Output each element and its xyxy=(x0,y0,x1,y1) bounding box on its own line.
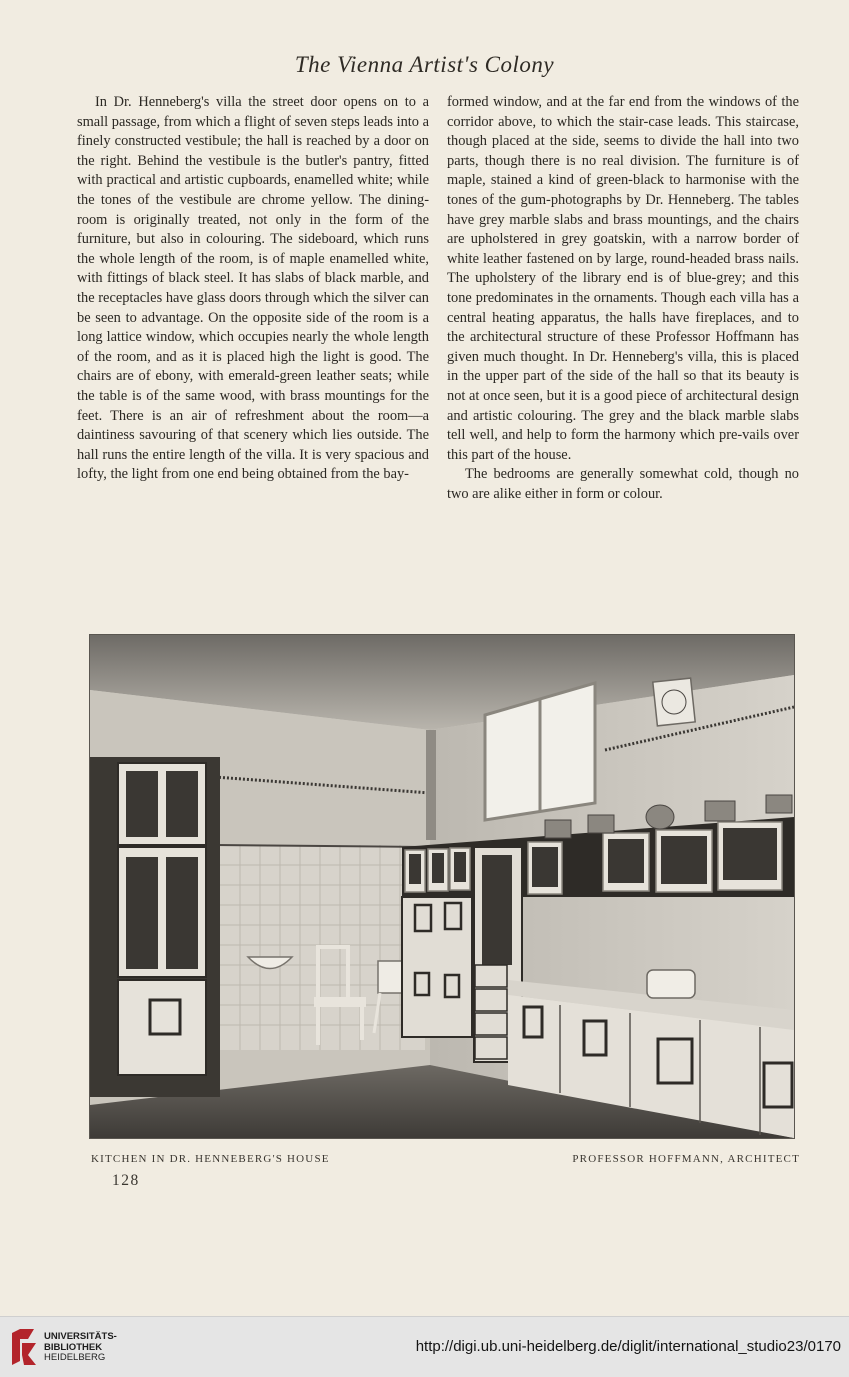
figure-credit: PROFESSOR HOFFMANN, ARCHITECT xyxy=(572,1153,800,1165)
source-url-link[interactable]: http://digi.ub.uni-heidelberg.de/diglit/international_studio23/0170 xyxy=(415,1338,841,1355)
library-logo-icon xyxy=(8,1325,40,1369)
paragraph: In Dr. Henneberg's villa the street door opens on to a small passage, from which a flight of seven steps leads into a finely constructed vestibule; the hall is reached by a door on the right. Behind the vestibule is the butler's pantry, fitted with practical and artistic cupboards, enamelled white; while the tones of the vestibule are chrome yellow. The dining-room is originally treated, not only in the form of the furniture, but also in colouring. The sideboard, which runs the whole length of the room, is of maple enamelled white, with fittings of black steel. It has slabs of black marble, and the receptacles have glass doors through which the silver can be seen to advantage. On the opposite side of the room is a long lattice window, which occupies nearly the whole length of the room, and as it is placed high the light is good. The chairs are of ebony, with emerald-green leather seats; while the table is of the same wood, with brass mountings for the feet. There is an air of refreshment about the room—a daintiness savouring of that scenery which lies outside. The hall runs the entire length of the villa. It is very spacious and lofty, the light from one end being obtained from the bay- xyxy=(77,94,429,483)
paragraph-continued: formed window, and at the far end from the windows of the corridor above, to which the stair-case leads. This staircase, though placed at the side, seems to divide the hall into two parts, though there is no real division. The furniture is of maple, stained a kind of green-black to harmonise with the tones of the gum-photographs by Dr. Henneberg. The tables have grey marble slabs and brass mountings, and the chairs are upholstered in grey goatskin, with a narrow border of white leather fastened on by large, round-headed brass nails. The upholstery of the library end is of blue-grey; and this tone predominates in the ornaments. Though each villa has a central heating apparatus, the halls have fireplaces, and to the architectural structure of these Professor Hoffmann has given much thought. In Dr. Henneberg's villa, this is placed in the upper part of the side of the hall so that its beauty is not at once seen, but it is a good piece of architectural design and artistic colouring. The grey and the black marble slabs tell well, and help to form the harmony which pre-vails over this part of the house. xyxy=(447,94,799,463)
library-name xyxy=(44,1332,117,1364)
page-title: The Vienna Artist's Colony xyxy=(294,52,555,77)
library-name-line: BIBLIOTHEK xyxy=(44,1341,103,1353)
text-column-left xyxy=(77,93,429,485)
kitchen-photograph xyxy=(89,634,795,1139)
library-name-line: UNIVERSITÄTS- xyxy=(44,1331,117,1342)
paragraph: The bedrooms are generally somewhat cold, though no two are alike either in form or colour. xyxy=(447,466,799,502)
page-number: 128 xyxy=(112,1172,140,1189)
figure-caption: KITCHEN IN DR. HENNEBERG'S HOUSE xyxy=(91,1153,330,1165)
text-column-right xyxy=(447,93,799,504)
library-footer xyxy=(0,1316,849,1377)
library-name-line: HEIDELBERG xyxy=(44,1352,106,1363)
